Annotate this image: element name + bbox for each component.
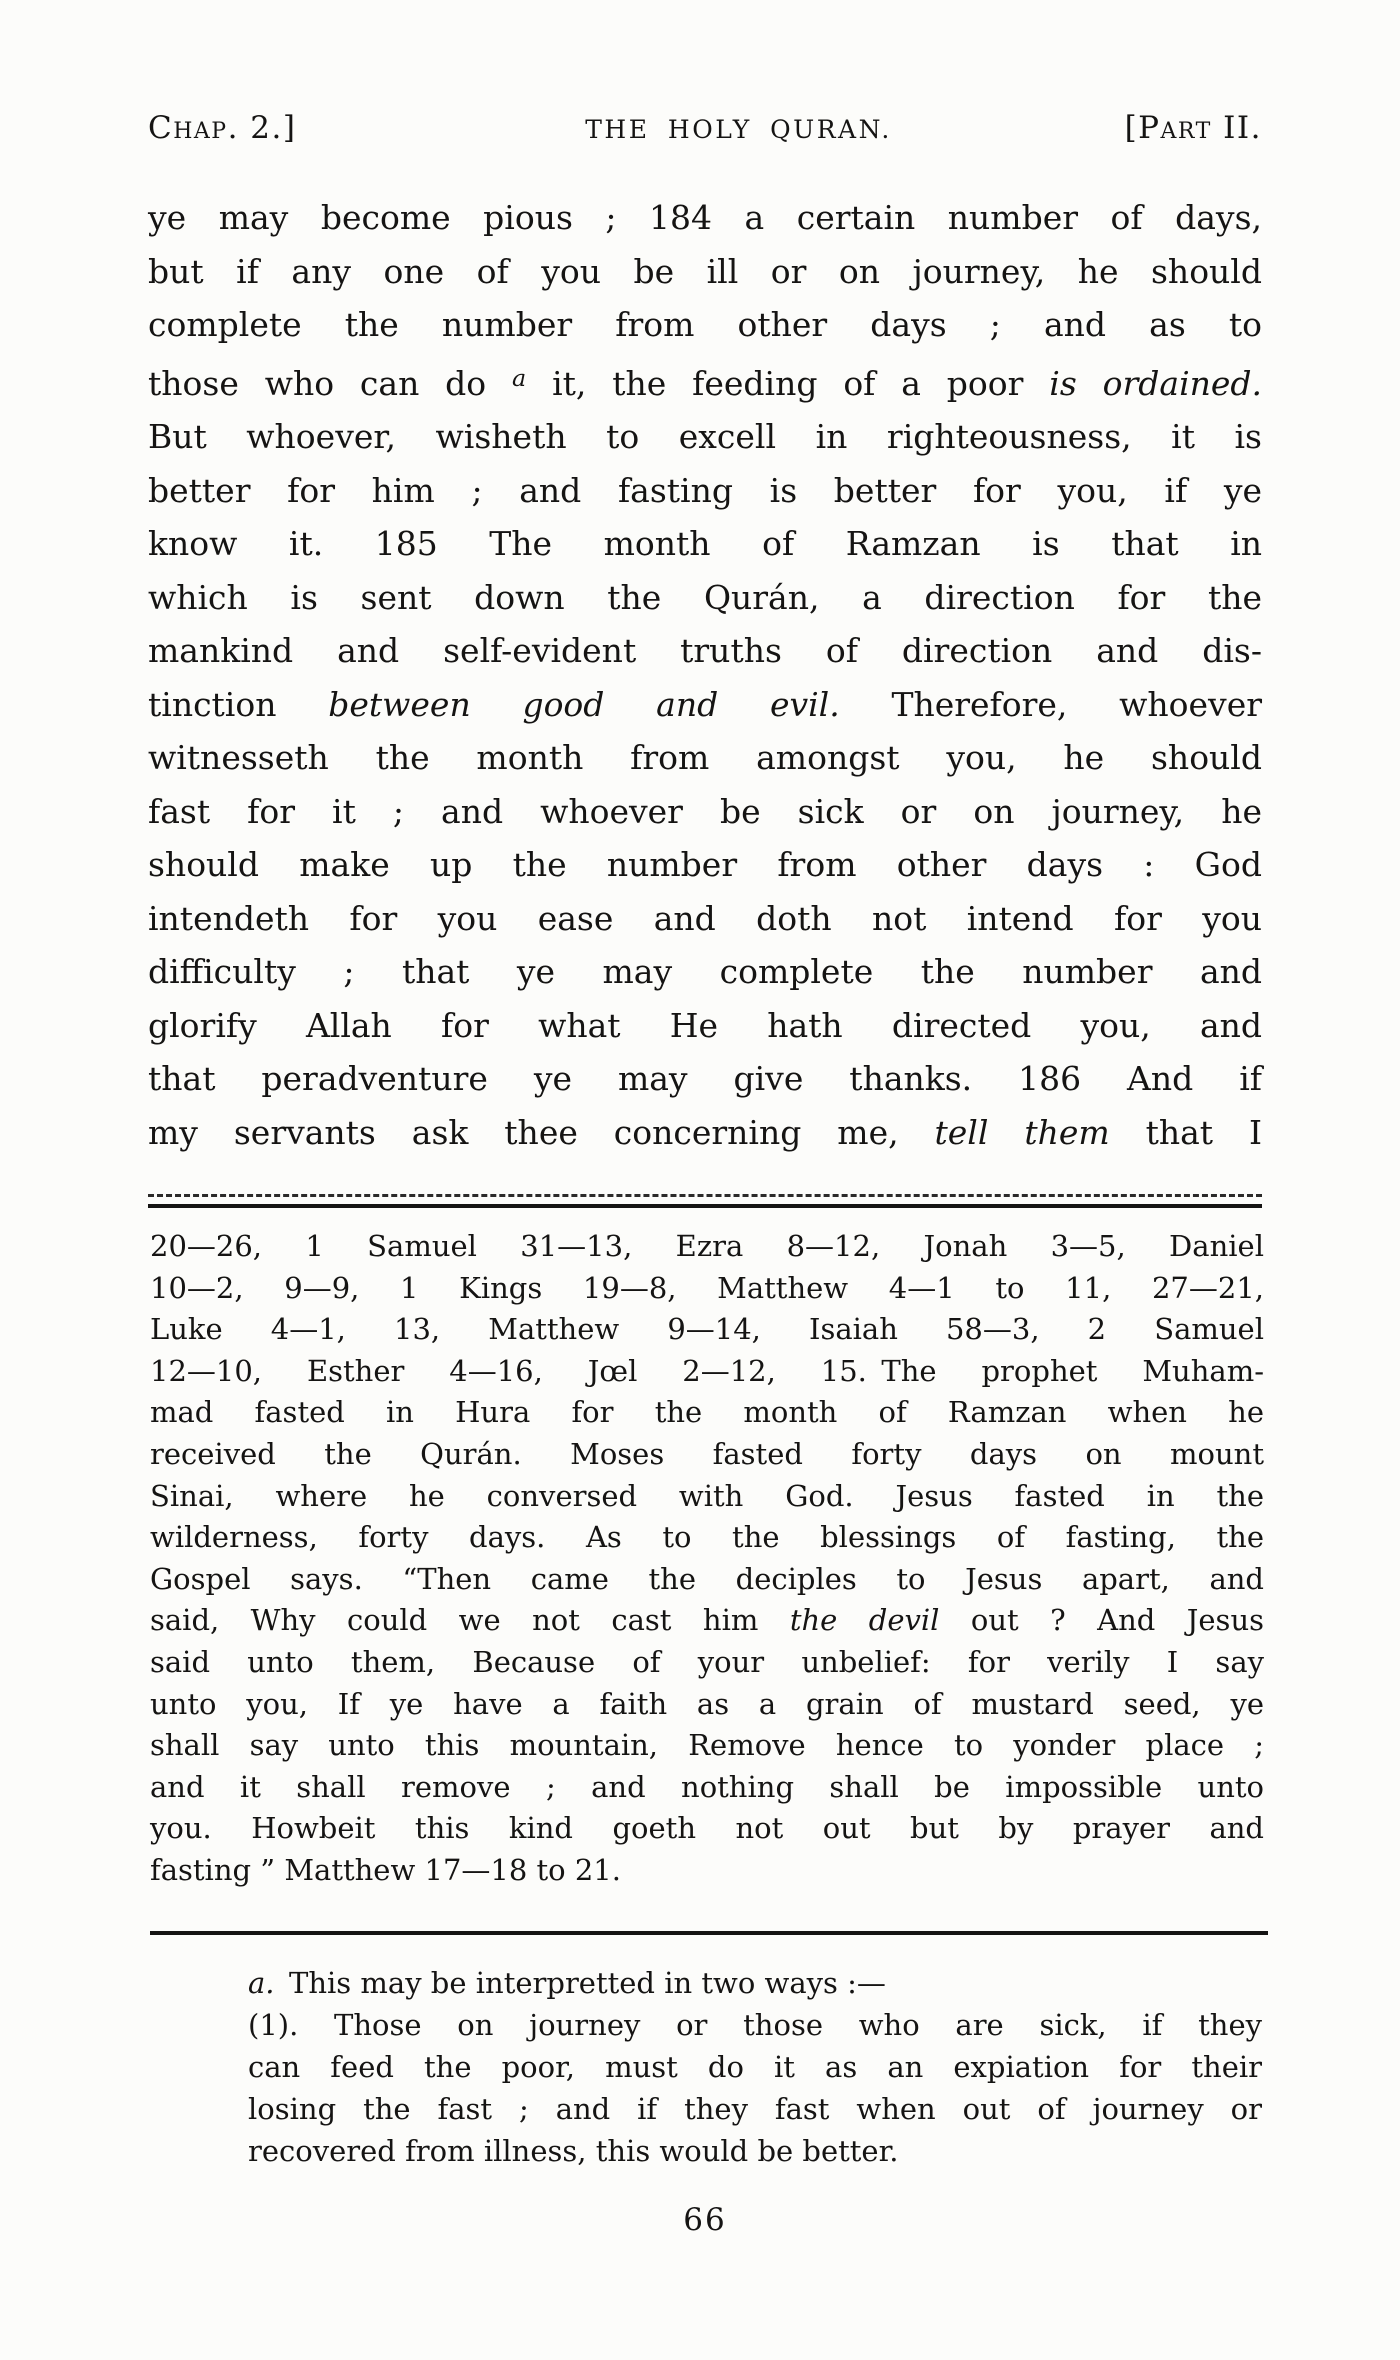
running-head-part: [Part II. bbox=[1124, 110, 1262, 146]
text-segment: you. Howbeit this kind goeth not out but by prayer and bbox=[150, 1811, 1264, 1846]
text-segment: better for him ; and fasting is better for you, if ye bbox=[148, 470, 1262, 510]
text-line bbox=[148, 945, 1262, 999]
running-head bbox=[148, 110, 1262, 146]
text-segment: but if any one of you be ill or on journey, he should bbox=[148, 251, 1262, 291]
italic-text-segment: a bbox=[512, 363, 527, 392]
text-segment: and it shall remove ; and nothing shall be impossible unto bbox=[150, 1769, 1264, 1804]
text-line bbox=[148, 245, 1262, 299]
footnote-separator-single bbox=[150, 1931, 1268, 1935]
text-segment: witnesseth the month from amongst you, he should bbox=[148, 738, 1262, 778]
text-line bbox=[148, 298, 1262, 352]
text-segment: complete the number from other days ; and as to bbox=[148, 305, 1262, 344]
text-segment: fasting ” Matthew 17—18 to 21. bbox=[150, 1852, 621, 1887]
italic-text-segment: a. bbox=[248, 1966, 275, 2000]
text-line bbox=[148, 1106, 1262, 1160]
text-line bbox=[150, 1309, 1264, 1351]
text-line bbox=[150, 1434, 1264, 1476]
text-line bbox=[248, 2088, 1262, 2130]
text-line bbox=[150, 1725, 1264, 1767]
text-segment: unto you, If ye have a faith as a grain of mustard seed, ye bbox=[150, 1686, 1264, 1721]
text-line bbox=[148, 999, 1262, 1053]
text-line bbox=[148, 785, 1262, 839]
text-line bbox=[148, 410, 1262, 464]
text-line bbox=[150, 1226, 1264, 1268]
text-line bbox=[150, 1392, 1264, 1434]
page-number: 66 bbox=[683, 2202, 727, 2238]
text-segment: it, the feeding of a poor bbox=[526, 363, 1050, 403]
text-line bbox=[148, 624, 1262, 678]
text-segment: difficulty ; that ye may complete the number and bbox=[148, 952, 1262, 992]
running-head-title: THE HOLY QURAN. bbox=[585, 115, 892, 144]
dashed-rule bbox=[148, 1194, 1262, 1197]
text-segment: those who can do bbox=[148, 363, 513, 403]
text-line bbox=[148, 352, 1262, 411]
text-segment: shall say unto this mountain, Remove hence to yonder place ; bbox=[150, 1728, 1264, 1763]
text-line bbox=[148, 517, 1262, 571]
text-line bbox=[148, 464, 1262, 518]
text-segment: said, Why could we not cast him bbox=[150, 1603, 790, 1638]
text-line bbox=[150, 1351, 1264, 1393]
text-line bbox=[248, 2046, 1262, 2088]
text-line bbox=[150, 1642, 1264, 1684]
text-segment: 10—2, 9—9, 1 Kings 19—8, Matthew 4—1 to 11, 27—21, bbox=[150, 1270, 1264, 1305]
text-line bbox=[148, 1052, 1262, 1106]
text-segment: can feed the poor, must do it as an expiation for their bbox=[248, 2050, 1262, 2084]
text-segment: fast for it ; and whoever be sick or on journey, he bbox=[148, 791, 1262, 831]
italic-text-segment: tell them bbox=[934, 1112, 1110, 1152]
text-segment: Gospel says. “Then came the deciples to Jesus apart, and bbox=[150, 1561, 1264, 1596]
body-text bbox=[148, 191, 1262, 1159]
text-segment: that I bbox=[1109, 1112, 1262, 1152]
text-segment: wilderness, forty days. As to the blessings of fasting, the bbox=[150, 1520, 1264, 1555]
text-segment: recovered from illness, this would be better. bbox=[248, 2134, 899, 2168]
text-segment: intendeth for you ease and doth not intend for you bbox=[148, 898, 1262, 938]
footnote-separator-double bbox=[148, 1194, 1262, 1208]
text-segment: tinction bbox=[148, 684, 329, 724]
text-line bbox=[148, 731, 1262, 785]
text-line bbox=[150, 1808, 1264, 1850]
text-line bbox=[148, 892, 1262, 946]
footnote-references bbox=[150, 1226, 1264, 1892]
text-segment: that peradventure ye may give thanks. 186 And if bbox=[148, 1059, 1262, 1099]
running-head-chapter: Chap. 2.] bbox=[148, 110, 297, 146]
text-segment: said unto them, Because of your unbelief: for verily I say bbox=[150, 1644, 1264, 1679]
text-segment: should make up the number from other days : God bbox=[148, 845, 1262, 885]
text-line bbox=[150, 1559, 1264, 1601]
text-segment: 12—10, Esther 4—16, Jœl 2—12, 15. The prophet Muham- bbox=[150, 1353, 1264, 1388]
text-segment: received the Qurán. Moses fasted forty days on mount bbox=[150, 1436, 1264, 1471]
text-segment: But whoever, wisheth to excell in righteousness, it is bbox=[148, 417, 1262, 457]
text-segment: out ? And Jesus bbox=[939, 1603, 1264, 1638]
footnote-annotation bbox=[248, 1962, 1262, 2172]
text-line bbox=[248, 1962, 1262, 2004]
text-segment: glorify Allah for what He hath directed you, and bbox=[148, 1005, 1262, 1045]
text-segment: my servants ask thee concerning me, bbox=[148, 1112, 935, 1152]
text-line bbox=[148, 838, 1262, 892]
text-segment: mad fasted in Hura for the month of Ramzan when he bbox=[150, 1395, 1264, 1430]
text-segment: Sinai, where he conversed with God. Jesus fasted in the bbox=[150, 1478, 1264, 1513]
text-segment: This may be interpretted in two ways :— bbox=[274, 1966, 886, 2000]
text-line bbox=[148, 571, 1262, 625]
italic-text-segment: between good and evil. bbox=[328, 684, 840, 724]
text-segment: know it. 185 The month of Ramzan is that in bbox=[148, 524, 1262, 564]
text-line bbox=[148, 191, 1262, 245]
text-line bbox=[150, 1850, 1264, 1892]
text-line bbox=[148, 678, 1262, 732]
text-line bbox=[248, 2004, 1262, 2046]
text-line bbox=[150, 1684, 1264, 1726]
text-line bbox=[150, 1517, 1264, 1559]
text-segment: Luke 4—1, 13, Matthew 9—14, Isaiah 58—3, 2 Samuel bbox=[150, 1312, 1264, 1347]
text-line bbox=[150, 1767, 1264, 1809]
text-segment: mankind and self-evident truths of direction and dis- bbox=[148, 631, 1262, 671]
text-segment: ye may become pious ; 184 a certain number of days, bbox=[148, 198, 1262, 237]
text-line bbox=[150, 1476, 1264, 1518]
text-line bbox=[150, 1600, 1264, 1642]
italic-text-segment: is ordained. bbox=[1049, 363, 1263, 403]
text-line bbox=[248, 2130, 1262, 2172]
text-segment: Therefore, whoever bbox=[839, 684, 1263, 724]
text-segment: losing the fast ; and if they fast when out of journey or bbox=[248, 2092, 1262, 2126]
text-segment: which is sent down the Qurán, a direction for the bbox=[148, 577, 1262, 617]
italic-text-segment: the devil bbox=[789, 1603, 940, 1638]
text-line bbox=[150, 1268, 1264, 1310]
solid-rule bbox=[148, 1204, 1262, 1208]
text-segment: (1). Those on journey or those who are sick, if they bbox=[248, 2008, 1262, 2042]
text-segment: 20—26, 1 Samuel 31—13, Ezra 8—12, Jonah 3—5, Daniel bbox=[150, 1229, 1264, 1263]
